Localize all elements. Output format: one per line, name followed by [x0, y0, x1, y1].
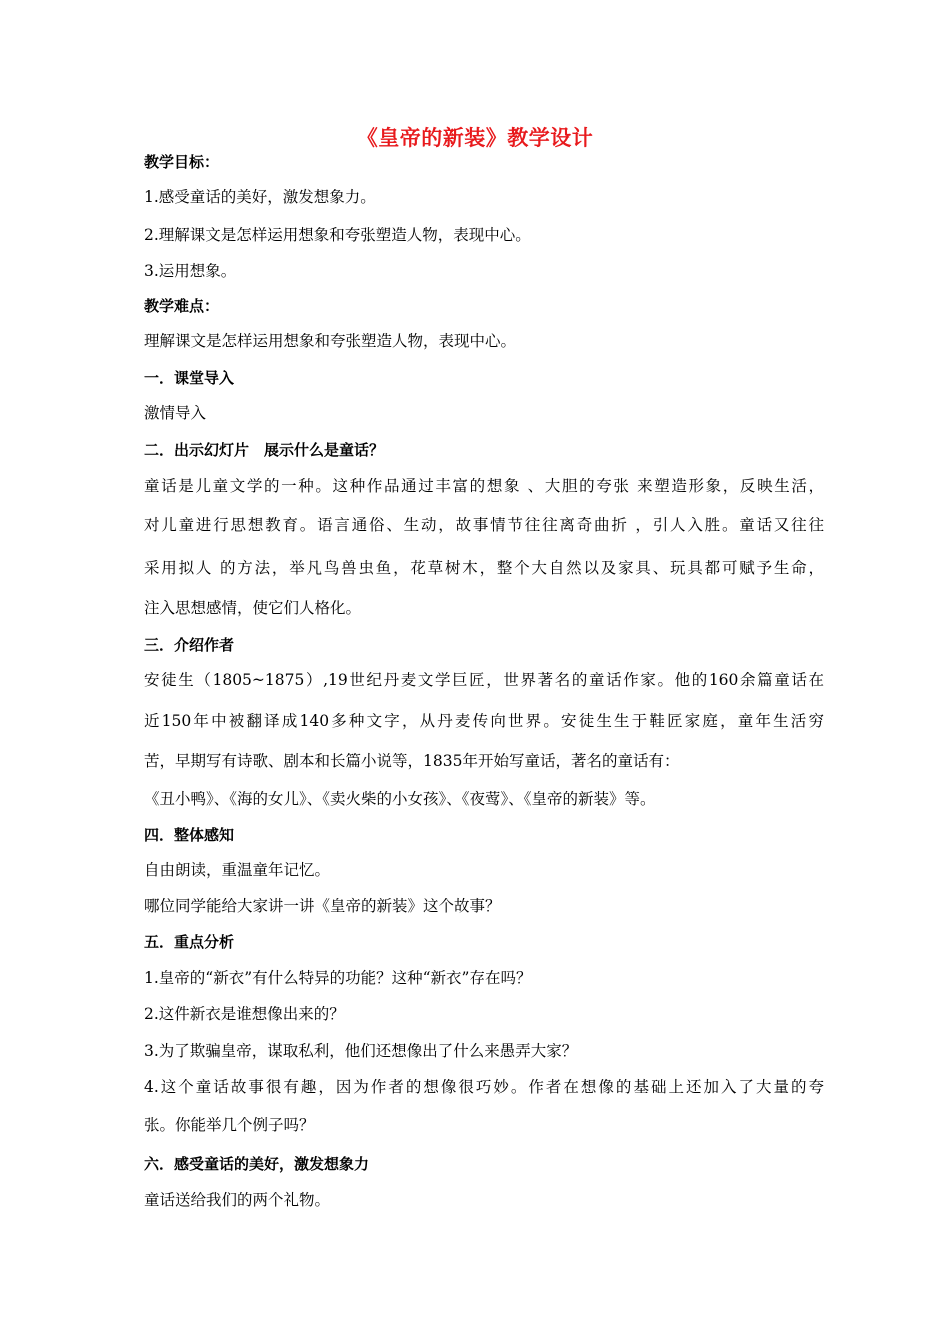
section-3-paragraph-line-3: 苦，早期写有诗歌、剧本和长篇小说等，1835年开始写童话，著名的童话有：	[144, 752, 680, 770]
heading-teaching-difficulty: 教学难点：	[144, 297, 220, 315]
difficulty-text: 理解课文是怎样运用想象和夸张塑造人物，表现中心。	[144, 332, 517, 350]
section-3-paragraph-line-1: 安徒生（1805~1875）,19世纪丹麦文学巨匠，世界著名的童话作家。他的160余篇童话在	[144, 671, 824, 689]
heading-teaching-goals: 教学目标：	[144, 153, 220, 171]
heading-section-3: 三．介绍作者	[144, 636, 235, 654]
section-5-question-4-line-2: 张。你能举几个例子吗？	[144, 1116, 315, 1134]
section-6-text: 童话送给我们的两个礼物。	[144, 1191, 331, 1209]
document-title: 《皇帝的新装》教学设计	[356, 126, 594, 150]
section-1-text: 激情导入	[144, 404, 207, 422]
section-3-paragraph-line-2: 近150年中被翻译成140多种文字，从丹麦传向世界。安徒生生于鞋匠家庭，童年生活穷	[144, 712, 824, 730]
section-5-question-4-line-1: 4.这个童话故事很有趣，因为作者的想像很巧妙。作者在想像的基础上还加入了大量的夸	[144, 1078, 824, 1096]
heading-section-1: 一．课堂导入	[144, 369, 235, 387]
section-4-text-2: 哪位同学能给大家讲一讲《皇帝的新装》这个故事？	[144, 897, 501, 915]
section-4-text-1: 自由朗读，重温童年记忆。	[144, 861, 331, 879]
goal-item-2: 2.理解课文是怎样运用想象和夸张塑造人物，表现中心。	[144, 226, 531, 244]
section-2-paragraph-line-2: 对儿童进行思想教育。语言通俗、生动，故事情节往往离奇曲折 ，引人入胜。童话又往往	[144, 516, 824, 534]
heading-section-5: 五．重点分析	[144, 933, 235, 951]
section-5-question-1: 1.皇帝的“新衣”有什么特异的功能？这种“新衣”存在吗？	[144, 969, 532, 987]
heading-section-6: 六．感受童话的美好，激发想象力	[144, 1155, 370, 1173]
section-2-paragraph-line-1: 童话是儿童文学的一种。这种作品通过丰富的想象 、大胆的夸张 来塑造形象，反映生活，	[144, 477, 824, 495]
goal-item-1: 1.感受童话的美好，激发想象力。	[144, 188, 376, 206]
heading-section-4: 四．整体感知	[144, 826, 235, 844]
section-2-paragraph-line-3: 采用拟人 的方法，举凡鸟兽虫鱼，花草树木，整个大自然以及家具、玩具都可赋予生命，	[144, 559, 824, 577]
goal-item-3: 3.运用想象。	[144, 262, 237, 280]
section-2-paragraph-line-4: 注入思想感情，使它们人格化。	[144, 599, 362, 617]
section-3-works-list: 《丑小鸭》、《海的女儿》、《卖火柴的小女孩》、《夜莺》、《皇帝的新装》等。	[144, 790, 656, 808]
section-5-question-2: 2.这件新衣是谁想像出来的？	[144, 1005, 345, 1023]
heading-section-2: 二．出示幻灯片 展示什么是童话？	[144, 441, 385, 459]
section-5-question-3: 3.为了欺骗皇帝，谋取私利，他们还想像出了什么来愚弄大家？	[144, 1042, 578, 1060]
